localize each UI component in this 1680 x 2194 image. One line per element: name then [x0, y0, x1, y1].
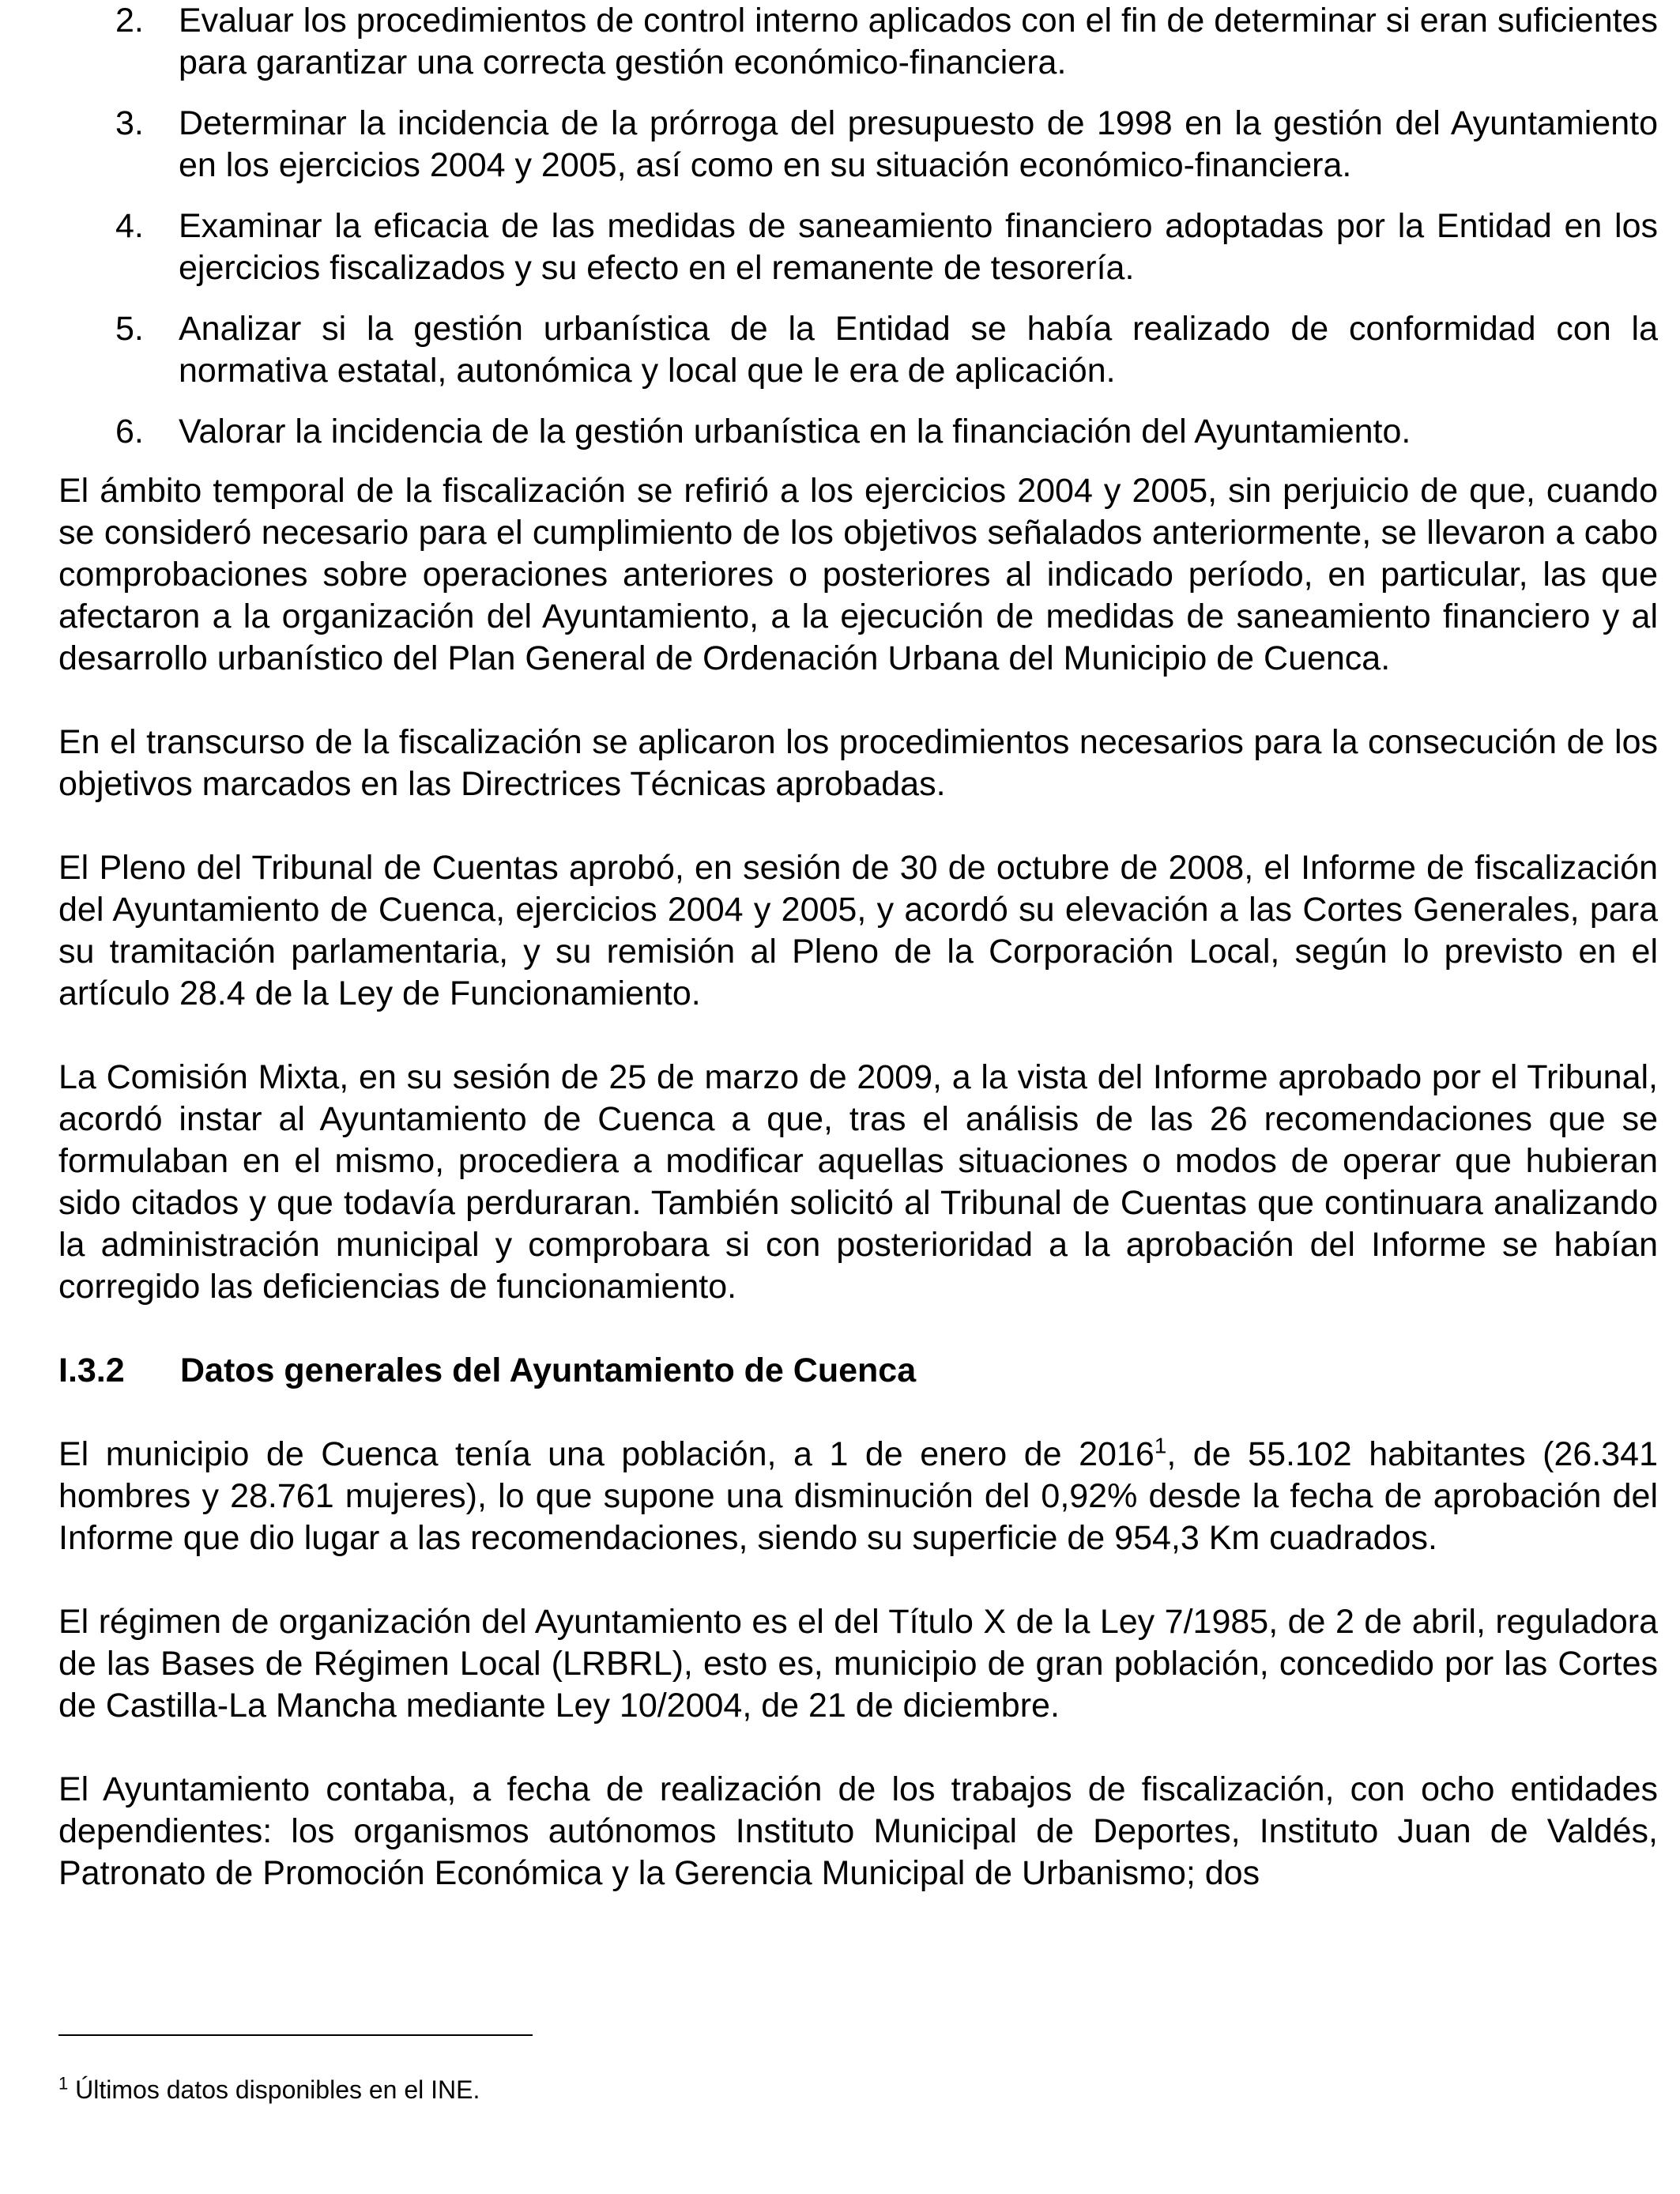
- paragraph-transcurso: En el transcurso de la fiscalización se aplicaron los procedimientos necesarios para la consecución de los objetivos marcados en las Directrices Técnicas aprobadas.: [58, 723, 1658, 803]
- document-page: [58, 0, 1658, 1936]
- objective-number: 6.: [115, 413, 144, 450]
- objective-number: 5.: [115, 310, 144, 348]
- footnote-divider: [58, 2034, 533, 2036]
- poblacion-text-end: , de 55.102 habitantes (26.341 hombres y 28.761 mujeres), lo que supone una disminución del 0,92% desde la fecha de aprobación del Informe que dio lugar a las recomendaciones, siendo su superficie de 954,3 Km cuadrados.: [58, 1435, 1658, 1557]
- objective-number: 3.: [115, 104, 144, 142]
- section-title: Datos generales del Ayuntamiento de Cuenca: [180, 1351, 917, 1389]
- section-number: I.3.2: [58, 1351, 125, 1389]
- objective-item-6: [58, 411, 1658, 453]
- objective-text: Evaluar los procedimientos de control interno aplicados con el fin de determinar si eran suficientes para garantizar una correcta gestión económico-financiera.: [179, 2, 1658, 81]
- paragraph-ambito-temporal: El ámbito temporal de la fiscalización se refirió a los ejercicios 2004 y 2005, sin perjuicio de que, cuando se consideró necesario para el cumplimiento de los objetivos señalados anteriormente, se llevaron a cabo comprobaciones sobre operaciones anteriores o posteriores al indicado período, en particular, las que afectaron a la organización del Ayuntamiento, a la ejecución de medidas de saneamiento financiero y al desarrollo urbanístico del Plan General de Ordenación Urbana del Municipio de Cuenca.: [58, 472, 1658, 677]
- objective-number: 4.: [115, 207, 144, 245]
- paragraph-comision-mixta: La Comisión Mixta, en su sesión de 25 de marzo de 2009, a la vista del Informe aprobado por el Tribunal, acordó instar al Ayuntamiento de Cuenca a que, tras el análisis de las 26 recomendaciones que se formulaban en el mismo, procediera a modificar aquellas situaciones o modos de operar que hubieran sido citados y que todavía perduraran. También solicitó al Tribunal de Cuentas que continuara analizando la administración municipal y comprobara si con posterioridad a la aprobación del Informe se habían corregido las deficiencias de funcionamiento.: [58, 1058, 1658, 1306]
- section-heading: [58, 1350, 1658, 1392]
- footnote-text: Últimos datos disponibles en el INE.: [68, 2075, 480, 2104]
- paragraph-regimen: El régimen de organización del Ayuntamiento es el del Título X de la Ley 7/1985, de 2 de abril, reguladora de las Bases de Régimen Local (LRBRL), esto es, municipio de gran población, concedido por las Cortes de Castilla-La Mancha mediante Ley 10/2004, de 21 de diciembre.: [58, 1603, 1658, 1725]
- paragraph-pleno-tribunal: El Pleno del Tribunal de Cuentas aprobó, en sesión de 30 de octubre de 2008, el Informe de fiscalización del Ayuntamiento de Cuenca, ejercicios 2004 y 2005, y acordó su elevación a las Cortes Generales, para su tramitación parlamentaria, y su remisión al Pleno de la Corporación Local, según lo previsto en el artículo 28.4 de la Ley de Funcionamiento.: [58, 849, 1658, 1012]
- objective-text: Valorar la incidencia de la gestión urbanística en la financiación del Ayuntamiento.: [179, 413, 1411, 450]
- footnote-reference[interactable]: 1: [1154, 1433, 1167, 1458]
- footnote-mark: 1: [58, 2073, 69, 2094]
- objectives-list: [58, 0, 1658, 453]
- objective-text: Examinar la eficacia de las medidas de saneamiento financiero adoptadas por la Entidad en los ejercicios fiscalizados y su efecto en el remanente de tesorería.: [179, 207, 1658, 287]
- objective-text: Analizar si la gestión urbanística de la Entidad se había realizado de conformidad con la normativa estatal, autonómica y local que le era de aplicación.: [179, 310, 1658, 390]
- paragraph-entidades: El Ayuntamiento contaba, a fecha de realización de los trabajos de fiscalización, con ocho entidades dependientes: los organismos autónomos Instituto Municipal de Deportes, Instituto Juan de Valdés, Patronato de Promoción Económica y la Gerencia Municipal de Urbanismo; dos: [58, 1770, 1658, 1892]
- paragraph-poblacion: [58, 1434, 1658, 1559]
- footnote: [58, 2074, 480, 2105]
- objective-item-5: [58, 308, 1658, 392]
- objective-item-3: [58, 103, 1658, 187]
- poblacion-text-start: El municipio de Cuenca tenía una población, a 1 de enero de 2016: [58, 1435, 1155, 1473]
- objective-text: Determinar la incidencia de la prórroga del presupuesto de 1998 en la gestión del Ayuntamiento en los ejercicios 2004 y 2005, así como en su situación económico-financiera.: [179, 104, 1658, 184]
- objective-number: 2.: [115, 2, 144, 40]
- objective-item-2: [58, 0, 1658, 84]
- objective-item-4: [58, 205, 1658, 289]
